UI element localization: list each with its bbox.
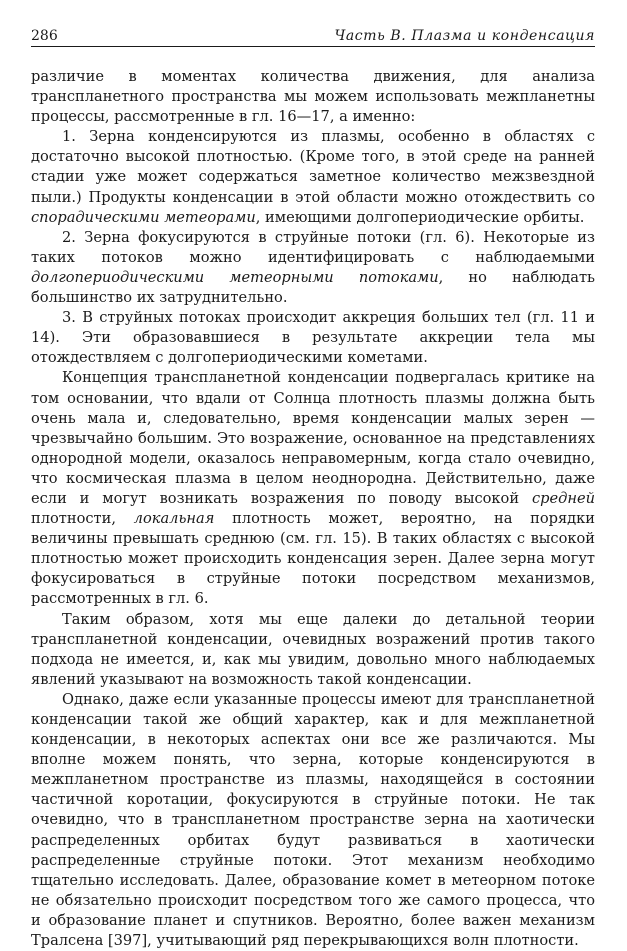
text-run: Таким образом, хотя мы еще далеки до детальной теории транспланетной конденсации, очевидных возражений против такого подхода не имеется, и, как мы увидим, довольно много наблюдаемых явлений указывают на возможность такой конденсации. bbox=[31, 610, 595, 688]
text-run: различие в моментах количества движения, для анализа транспланетного пространства мы можем использовать межпланетны процессы, рассмотренные в гл. 16—17, а именно: bbox=[31, 68, 595, 126]
page-number: 286 bbox=[31, 28, 58, 44]
text-run: плотность может, вероятно, на порядки величины превышать среднюю (см. гл. 15). В таких областях с высокой плотностью может происходить конденсация зерен. Далее зерна могут фокусироваться в струйные потоки посредством механизмов, рассмотренных в гл. 6. bbox=[31, 510, 596, 608]
body-text bbox=[31, 67, 595, 951]
italic-term: локальная bbox=[133, 510, 215, 528]
paragraph bbox=[31, 610, 595, 690]
text-run: плотности, bbox=[31, 510, 134, 528]
text-run: , имеющими долгопериодические орбиты. bbox=[255, 208, 585, 226]
paragraph bbox=[31, 690, 595, 951]
running-title: Часть В. Плазма и конденсация bbox=[334, 28, 595, 44]
paragraph bbox=[31, 127, 595, 227]
running-head bbox=[31, 26, 595, 47]
italic-term: спорадическими метеорами bbox=[31, 208, 256, 226]
paragraph bbox=[31, 308, 595, 368]
text-run: 1. Зерна конденсируются из плазмы, особенно в областях с достаточно высокой плотностью. (Кроме того, в этой среде на ранней стадии уже может содержаться заметное количество межзвездной пыли.) Продукты конденсации в этой области можно отождествить со bbox=[31, 128, 595, 206]
text-run: 2. Зерна фокусируются в струйные потоки (гл. 6). Некоторые из таких потоков можно идентифицировать с наблюдаемыми bbox=[31, 228, 595, 266]
text-run: 3. В струйных потоках происходит аккреция больших тел (гл. 11 и 14). Эти образовавшиеся в результате аккреции тела мы отождествляем с долгопериодическими кометами. bbox=[31, 309, 595, 367]
italic-term: долгопериодическими метеорными потоками bbox=[31, 268, 439, 286]
book-page bbox=[31, 26, 595, 951]
paragraph bbox=[31, 67, 595, 127]
italic-term: средней bbox=[531, 489, 595, 507]
text-run: Концепция транспланетной конденсации подвергалась критике на том основании, что вдали от Солнца плотность плазмы должна быть очень мала и, следовательно, время конденсации малых зерен — чрезвычайно большим. Это возражение, основанное на представлениях однородной модели, оказалось неправомерным, когда стало очевидно, что космическая плазма в целом неоднородна. Действительно, даже если и могут возникать возражения по поводу высокой bbox=[31, 369, 595, 507]
text-run: , но наблюдать большинство их затруднительно. bbox=[31, 268, 595, 307]
paragraph bbox=[31, 228, 595, 308]
paragraph bbox=[31, 368, 595, 609]
text-run: Однако, даже если указанные процессы имеют для транспланетной конденсации такой же общий характер, как и для межпланетной конденсации, в некоторых аспектах они все же различаются. Мы вполне можем понять, что зерна, которые конденсируются в межпланетном пространстве из плазмы, находящейся в состоянии частичной коротации, фокусируются в струйные потоки. Не так очевидно, что в транспланетном пространстве зерна на хаотически распределенных орбитах будут развиваться в хаотически распределенные струйные потоки. Этот механизм необходимо тщательно исследовать. Далее, образование комет в метеорном потоке не обязательно происходит посредством того же самого процесса, что и образование планет и спутников. Вероятно, более важен механизм Тралсена [397], учитывающий ряд перекрывающихся волн плотности. bbox=[31, 690, 595, 950]
